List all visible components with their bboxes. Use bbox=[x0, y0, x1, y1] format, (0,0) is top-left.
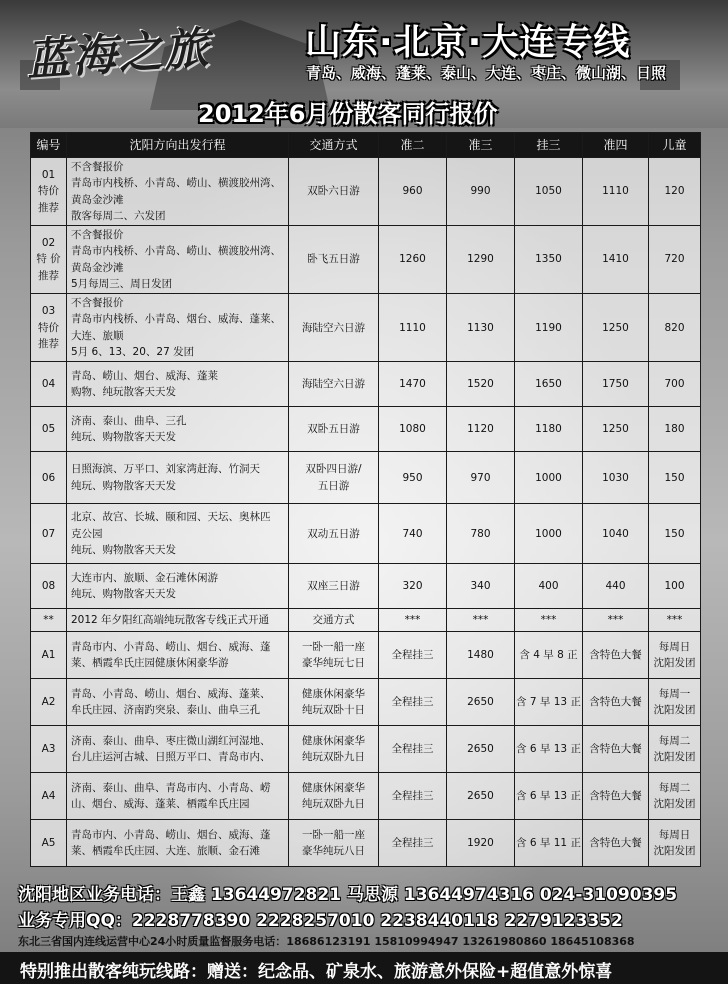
column-header: 沈阳方向出发行程 bbox=[67, 133, 289, 158]
cell-line: 02 bbox=[41, 237, 56, 250]
price-cell: 820 bbox=[649, 294, 701, 362]
price-cell: 1050 bbox=[515, 158, 583, 226]
transport-mode bbox=[289, 362, 379, 407]
cell-line: 健康休闲豪华 bbox=[302, 687, 365, 700]
table-row bbox=[31, 632, 701, 679]
row-id: A1 bbox=[31, 632, 67, 679]
price-cell: 1290 bbox=[447, 226, 515, 294]
row-id bbox=[31, 294, 67, 362]
column-header: 儿童 bbox=[649, 133, 701, 158]
cell-line: 沈阳发团 bbox=[653, 704, 696, 717]
route-description bbox=[67, 632, 289, 679]
price-cell: 2650 bbox=[447, 679, 515, 726]
cell-line: 克公园 bbox=[71, 527, 103, 540]
cell-line: 特价 bbox=[38, 321, 59, 334]
hotel-class: 全程挂三 bbox=[379, 632, 447, 679]
transport-mode bbox=[289, 820, 379, 867]
cell-line: 散客每周二、六发团 bbox=[71, 209, 166, 222]
column-header: 准四 bbox=[583, 133, 649, 158]
cell-line: 五日游 bbox=[317, 479, 350, 492]
departure-schedule bbox=[649, 820, 701, 867]
table-row bbox=[31, 362, 701, 407]
price-cell: 150 bbox=[649, 452, 701, 504]
price-cell: 120 bbox=[649, 158, 701, 226]
cell-line: 济南、泰山、曲阜、枣庄微山湖红河湿地、 bbox=[71, 734, 271, 747]
cell-line: 青岛、小青岛、崂山、烟台、威海、蓬莱、 bbox=[71, 687, 271, 700]
transport-mode bbox=[289, 226, 379, 294]
cell-line: 06 bbox=[41, 471, 56, 484]
column-header: 编号 bbox=[31, 133, 67, 158]
cell-line: 08 bbox=[41, 580, 56, 593]
transport-mode bbox=[289, 504, 379, 564]
special-meal: 含特色大餐 bbox=[583, 726, 649, 773]
price-cell: 1110 bbox=[379, 294, 447, 362]
special-meal: 含特色大餐 bbox=[583, 820, 649, 867]
cell-line: 双座三日游 bbox=[307, 580, 360, 593]
price-cell: 1000 bbox=[515, 452, 583, 504]
table-header-row bbox=[31, 133, 701, 158]
cell-line: 北京、故宫、长城、颐和园、天坛、奥林匹 bbox=[71, 511, 271, 524]
price-cell: *** bbox=[447, 609, 515, 632]
cell-line: 大连市内、旅顺、金石滩休闲游 bbox=[71, 571, 218, 584]
price-cell: 1250 bbox=[583, 294, 649, 362]
row-id bbox=[31, 362, 67, 407]
row-id: A4 bbox=[31, 773, 67, 820]
price-cell: *** bbox=[515, 609, 583, 632]
price-cell: 1000 bbox=[515, 504, 583, 564]
price-cell: 2650 bbox=[447, 773, 515, 820]
route-description bbox=[67, 452, 289, 504]
price-title-bar bbox=[0, 88, 728, 128]
price-cell: 2650 bbox=[447, 726, 515, 773]
transport-mode bbox=[289, 726, 379, 773]
cell-line: 青岛、崂山、烟台、威海、蓬莱 bbox=[71, 369, 218, 382]
page-title: 山东·北京·大连专线 bbox=[305, 22, 631, 63]
price-cell: 970 bbox=[447, 452, 515, 504]
cell-line: 台儿庄运河古城、日照万平口、青岛市内、 bbox=[71, 751, 271, 764]
transport-mode bbox=[289, 294, 379, 362]
cell-line: 济南、泰山、曲阜、三孔 bbox=[71, 414, 187, 427]
cell-line: 5月 6、13、20、27 发团 bbox=[71, 345, 195, 358]
cell-line: 不含餐报价 bbox=[71, 229, 124, 242]
cell-line: 一卧一船一座 bbox=[302, 640, 365, 653]
cell-line: 每周一 bbox=[658, 687, 691, 700]
meals-included: 含 7 早 13 正 bbox=[515, 679, 583, 726]
cell-line: 双卧四日游/ bbox=[305, 463, 362, 476]
cell-line: 特价 bbox=[38, 185, 59, 198]
hotel-class: 全程挂三 bbox=[379, 679, 447, 726]
cell-line: 健康休闲豪华 bbox=[302, 734, 365, 747]
price-cell: *** bbox=[583, 609, 649, 632]
cell-line: 青岛市内栈桥、小青岛、崂山、横渡胶州湾、 bbox=[71, 177, 281, 190]
cell-line: 黄岛金沙滩 bbox=[71, 193, 124, 206]
cell-line: 05 bbox=[41, 423, 56, 436]
price-cell: 1520 bbox=[447, 362, 515, 407]
cell-line: 不含餐报价 bbox=[71, 297, 124, 310]
row-id bbox=[31, 407, 67, 452]
section-separator-row bbox=[31, 609, 701, 632]
table-row bbox=[31, 726, 701, 773]
row-id bbox=[31, 564, 67, 609]
route-description bbox=[67, 504, 289, 564]
cell-line: 5月每周三、周日发团 bbox=[71, 277, 173, 290]
route-description bbox=[67, 407, 289, 452]
table-row bbox=[31, 679, 701, 726]
table-row bbox=[31, 294, 701, 362]
cell-line: 双卧六日游 bbox=[307, 185, 360, 198]
service-hotline: 东北三省国内连线运营中心24小时质量监督服务电话：18686123191 15810994947 13261980860 18645108368 bbox=[18, 935, 635, 948]
cell-line: 07 bbox=[41, 527, 56, 540]
route-description bbox=[67, 226, 289, 294]
cell-line: 04 bbox=[41, 378, 56, 391]
price-cell: 1750 bbox=[583, 362, 649, 407]
departure-schedule bbox=[649, 679, 701, 726]
row-id: A5 bbox=[31, 820, 67, 867]
price-cell: 950 bbox=[379, 452, 447, 504]
cell-line: 纯玩、购物散客天天发 bbox=[71, 543, 176, 556]
price-cell: 1470 bbox=[379, 362, 447, 407]
column-header: 准三 bbox=[447, 133, 515, 158]
price-cell: 1260 bbox=[379, 226, 447, 294]
price-cell: 990 bbox=[447, 158, 515, 226]
price-cell: 1480 bbox=[447, 632, 515, 679]
cell-line: 每周二 bbox=[658, 781, 691, 794]
price-cell: 1350 bbox=[515, 226, 583, 294]
table-row bbox=[31, 452, 701, 504]
qq-line: 业务专用QQ：2228778390 2228257010 2238440118 2279123352 bbox=[18, 911, 623, 931]
cell-line: 济南、泰山、曲阜、青岛市内、小青岛、崂 bbox=[71, 781, 271, 794]
table-row bbox=[31, 226, 701, 294]
cell-line: 推荐 bbox=[38, 201, 59, 214]
price-cell: 1120 bbox=[447, 407, 515, 452]
cell-line: 纯玩、购物散客天天发 bbox=[71, 431, 176, 444]
price-cell: 340 bbox=[447, 564, 515, 609]
transport-mode bbox=[289, 679, 379, 726]
cell-line: 不含餐报价 bbox=[71, 161, 124, 173]
price-cell: 1180 bbox=[515, 407, 583, 452]
price-cell: 720 bbox=[649, 226, 701, 294]
row-id bbox=[31, 504, 67, 564]
price-cell: 1250 bbox=[583, 407, 649, 452]
column-header: 挂三 bbox=[515, 133, 583, 158]
transport-mode bbox=[289, 632, 379, 679]
price-cell: 440 bbox=[583, 564, 649, 609]
section-title: 2012 年夕阳红高端纯玩散客专线正式开通 bbox=[67, 609, 289, 632]
cell-line: 纯玩、购物散客天天发 bbox=[71, 479, 176, 492]
meals-included: 含 4 早 8 正 bbox=[515, 632, 583, 679]
cell-line: 01 bbox=[41, 169, 56, 182]
cell-line: 青岛市内、小青岛、崂山、烟台、威海、蓬 bbox=[71, 828, 271, 841]
price-cell: 150 bbox=[649, 504, 701, 564]
departure-schedule bbox=[649, 773, 701, 820]
cell-line: 青岛市内栈桥、小青岛、烟台、威海、蓬莱、 bbox=[71, 313, 281, 326]
cell-line: 豪华纯玩七日 bbox=[302, 657, 365, 670]
cell-line: 特 价 bbox=[36, 253, 61, 266]
row-id: A2 bbox=[31, 679, 67, 726]
meals-included: 含 6 早 13 正 bbox=[515, 773, 583, 820]
cell-line: 纯玩双卧九日 bbox=[302, 798, 365, 811]
price-cell: 1650 bbox=[515, 362, 583, 407]
row-id bbox=[31, 226, 67, 294]
cell-line: 03 bbox=[41, 305, 56, 318]
cell-line: 大连、旅顺 bbox=[71, 329, 124, 342]
cell-line: 纯玩、购物散客天天发 bbox=[71, 588, 176, 601]
transport-mode: 交通方式 bbox=[289, 609, 379, 632]
price-cell: 1920 bbox=[447, 820, 515, 867]
route-description bbox=[67, 726, 289, 773]
departure-schedule bbox=[649, 632, 701, 679]
price-cell: 1190 bbox=[515, 294, 583, 362]
route-description bbox=[67, 564, 289, 609]
route-description bbox=[67, 679, 289, 726]
price-cell: 700 bbox=[649, 362, 701, 407]
price-cell: 100 bbox=[649, 564, 701, 609]
departure-schedule bbox=[649, 726, 701, 773]
special-meal: 含特色大餐 bbox=[583, 773, 649, 820]
cell-line: 推荐 bbox=[38, 337, 59, 350]
cell-line: 每周二 bbox=[658, 734, 691, 747]
brand-logo-text: 蓝海之旅 bbox=[24, 22, 212, 87]
cell-line: 每周日 bbox=[658, 640, 691, 653]
cell-line: 每周日 bbox=[658, 828, 691, 841]
cell-line: 推荐 bbox=[38, 269, 59, 282]
price-cell: *** bbox=[379, 609, 447, 632]
price-cell: 1130 bbox=[447, 294, 515, 362]
meals-included: 含 6 早 11 正 bbox=[515, 820, 583, 867]
cell-line: 山、烟台、威海、蓬莱、栖霞牟氏庄园 bbox=[71, 798, 250, 811]
hotel-class: 全程挂三 bbox=[379, 726, 447, 773]
sales-phone-line: 沈阳地区业务电话：王鑫 13644972821 马思源 13644974316 024-31090395 bbox=[18, 885, 678, 905]
cell-line: 牟氏庄园、济南趵突泉、泰山、曲阜三孔 bbox=[71, 704, 260, 717]
cell-line: 海陆空六日游 bbox=[302, 321, 365, 334]
promo-bar bbox=[0, 952, 728, 984]
cell-line: 沈阳发团 bbox=[653, 845, 696, 858]
transport-mode bbox=[289, 564, 379, 609]
price-cell: 960 bbox=[379, 158, 447, 226]
cell-line: 青岛市内、小青岛、崂山、烟台、威海、蓬 bbox=[71, 640, 271, 653]
cell-line: 海陆空六日游 bbox=[302, 378, 365, 391]
table-row bbox=[31, 820, 701, 867]
cell-line: 纯玩双卧十日 bbox=[302, 704, 365, 717]
cell-line: 沈阳发团 bbox=[653, 798, 696, 811]
price-cell: 740 bbox=[379, 504, 447, 564]
table-row bbox=[31, 564, 701, 609]
transport-mode bbox=[289, 773, 379, 820]
cell-line: 卧飞五日游 bbox=[307, 253, 360, 266]
cell-line: 双动五日游 bbox=[307, 527, 360, 540]
price-cell: 1040 bbox=[583, 504, 649, 564]
route-description bbox=[67, 773, 289, 820]
price-cell: 1080 bbox=[379, 407, 447, 452]
cell-line: 一卧一船一座 bbox=[302, 828, 365, 841]
price-cell: 320 bbox=[379, 564, 447, 609]
hotel-class: 全程挂三 bbox=[379, 820, 447, 867]
row-id bbox=[31, 158, 67, 226]
price-cell: 180 bbox=[649, 407, 701, 452]
column-header: 准二 bbox=[379, 133, 447, 158]
meals-included: 含 6 早 13 正 bbox=[515, 726, 583, 773]
row-id: A3 bbox=[31, 726, 67, 773]
price-table bbox=[30, 132, 701, 867]
price-cell: 1030 bbox=[583, 452, 649, 504]
cell-line: 健康休闲豪华 bbox=[302, 781, 365, 794]
cell-line: 莱、栖霞牟氏庄园、大连、旅顺、金石滩 bbox=[71, 845, 260, 858]
cell-line: 青岛市内栈桥、小青岛、崂山、横渡胶州湾、 bbox=[71, 245, 281, 258]
cell-line: 双卧五日游 bbox=[307, 423, 360, 436]
price-cell: 780 bbox=[447, 504, 515, 564]
column-header: 交通方式 bbox=[289, 133, 379, 158]
cell-line: 购物、纯玩散客天天发 bbox=[71, 386, 176, 399]
table-row bbox=[31, 773, 701, 820]
transport-mode bbox=[289, 452, 379, 504]
cell-line: 沈阳发团 bbox=[653, 657, 696, 670]
route-description bbox=[67, 294, 289, 362]
hotel-class: 全程挂三 bbox=[379, 773, 447, 820]
cell-line: 黄岛金沙滩 bbox=[71, 261, 124, 274]
cell-line: 豪华纯玩八日 bbox=[302, 845, 365, 858]
transport-mode bbox=[289, 407, 379, 452]
price-cell: 400 bbox=[515, 564, 583, 609]
table-row bbox=[31, 504, 701, 564]
row-id bbox=[31, 452, 67, 504]
price-cell: *** bbox=[649, 609, 701, 632]
special-meal: 含特色大餐 bbox=[583, 632, 649, 679]
table-row bbox=[31, 158, 701, 226]
transport-mode bbox=[289, 158, 379, 226]
table-row bbox=[31, 407, 701, 452]
row-id: ** bbox=[31, 609, 67, 632]
route-description bbox=[67, 158, 289, 226]
cell-line: 沈阳发团 bbox=[653, 751, 696, 764]
cell-line: 莱、栖霞牟氏庄园健康休闲豪华游 bbox=[71, 657, 229, 670]
cell-line: 纯玩双卧九日 bbox=[302, 751, 365, 764]
price-cell: 1110 bbox=[583, 158, 649, 226]
price-title: 2012年6月份散客同行报价 bbox=[198, 100, 498, 128]
route-description bbox=[67, 820, 289, 867]
price-cell: 1410 bbox=[583, 226, 649, 294]
promo-text: 特别推出散客纯玩线路：赠送：纪念品、矿泉水、旅游意外保险+超值意外惊喜 bbox=[20, 962, 613, 982]
destinations-subtitle: 青岛、威海、蓬莱、泰山、大连、枣庄、微山湖、日照 bbox=[306, 64, 667, 82]
special-meal: 含特色大餐 bbox=[583, 679, 649, 726]
route-description bbox=[67, 362, 289, 407]
cell-line: 日照海滨、万平口、刘家湾赶海、竹洞天 bbox=[71, 463, 260, 476]
